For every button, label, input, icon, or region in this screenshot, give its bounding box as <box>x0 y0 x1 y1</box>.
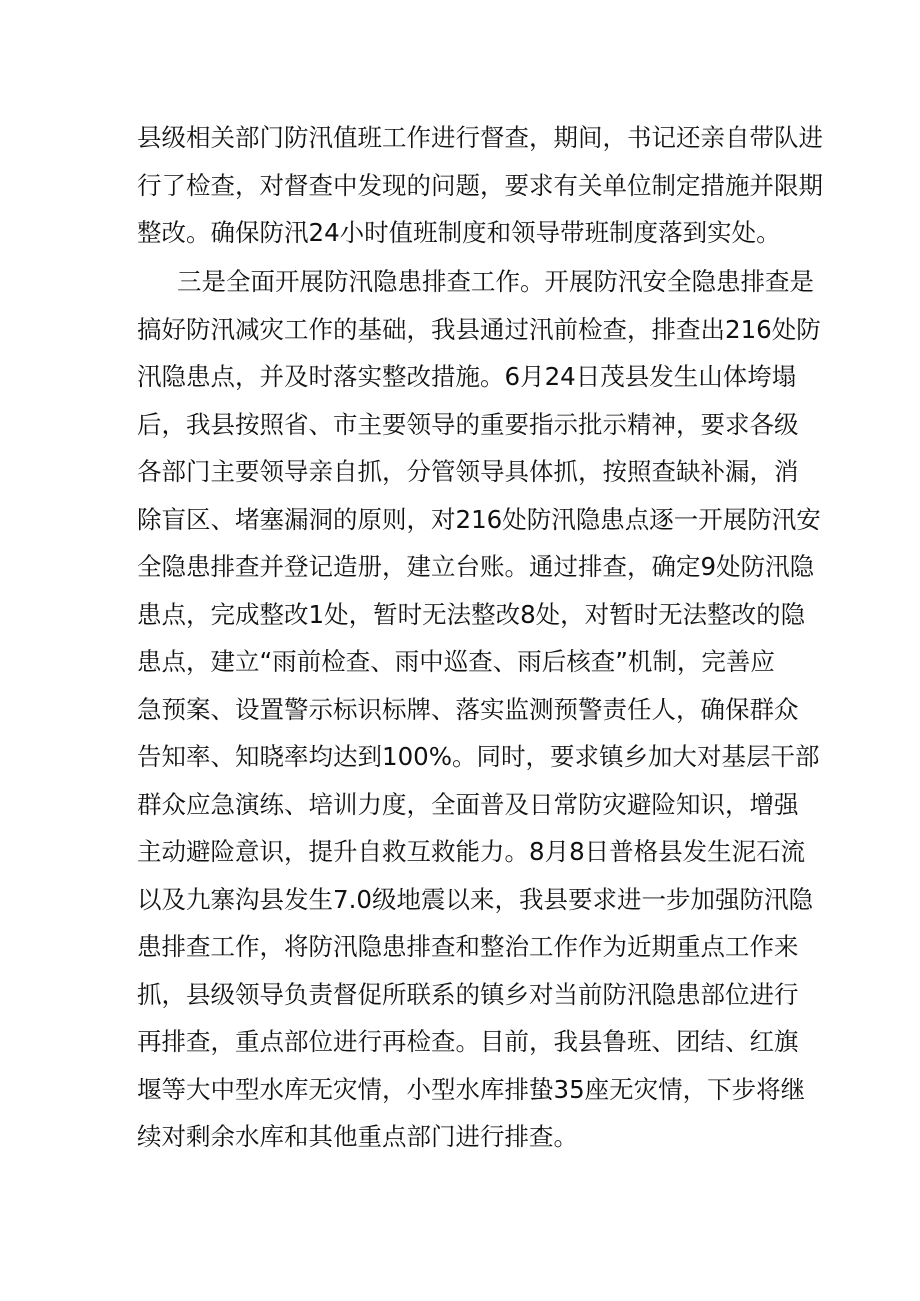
paragraph-line: 行了检查，对督查中发现的问题，要求有关单位制定措施并限期 <box>137 170 823 200</box>
paragraph-line: 患点，完成整改1处，暂时无法整改8处，对暂时无法整改的隐 <box>137 599 806 629</box>
paragraph-line: 堰等大中型水库无灾情，小型水库排蛰35座无灾情，下步将继 <box>137 1074 806 1104</box>
paragraph-line: 汛隐患点，并及时落实整改措施。6月24日茂县发生山体垮塌 <box>137 362 797 391</box>
paragraph-line: 以及九寨沟县发生7.0级地震以来，我县要求进一步加强防汛隐 <box>137 884 813 914</box>
paragraph-1 <box>137 114 823 257</box>
paragraph-line: 告知率、知晓率均达到100%。同时，要求镇乡加大对基层干部 <box>137 742 820 771</box>
paragraph-line: 群众应急演练、培训力度，全面普及日常防灾避险知识，增强 <box>137 789 799 819</box>
paragraph-line: 除盲区、堵塞漏洞的原则，对216处防汛隐患点逐一开展防汛安 <box>137 504 821 534</box>
paragraph-line: 再排查，重点部位进行再检查。目前，我县鲁班、团结、红旗 <box>137 1027 799 1056</box>
paragraph-line: 抓，县级领导负责督促所联系的镇乡对当前防汛隐患部位进行 <box>137 979 799 1009</box>
paragraph-line: 后，我县按照省、市主要领导的重要指示批示精神，要求各级 <box>137 409 799 439</box>
paragraph-line: 患点，建立“雨前检查、雨中巡查、雨后核查”机制，完善应 <box>137 647 775 676</box>
paragraph-line: 各部门主要领导亲自抓，分管领导具体抓，按照查缺补漏，消 <box>137 457 799 486</box>
paragraph-line: 急预案、设置警示标识标牌、落实监测预警责任人，确保群众 <box>137 694 799 724</box>
paragraph-2 <box>137 258 821 1161</box>
paragraph-line: 患排查工作，将防汛隐患排查和整治工作作为近期重点工作来 <box>137 932 799 961</box>
paragraph-line: 三是全面开展防汛隐患排查工作。开展防汛安全隐患排查是 <box>177 267 814 296</box>
paragraph-line: 搞好防汛减灾工作的基础，我县通过汛前检查，排查出216处防 <box>137 314 821 344</box>
paragraph-line: 续对剩余水库和其他重点部门进行排查。 <box>137 1122 578 1151</box>
paragraph-line: 全隐患排查并登记造册，建立台账。通过排查，确定9处防汛隐 <box>137 552 815 581</box>
paragraph-line: 主动避险意识，提升自救互救能力。8月8日普格县发生泥石流 <box>137 837 806 866</box>
paragraph-line: 整改。确保防汛24小时值班制度和领导带班制度落到实处。 <box>137 218 781 247</box>
paragraph-line: 县级相关部门防汛值班工作进行督查，期间，书记还亲自带队进 <box>137 123 823 152</box>
